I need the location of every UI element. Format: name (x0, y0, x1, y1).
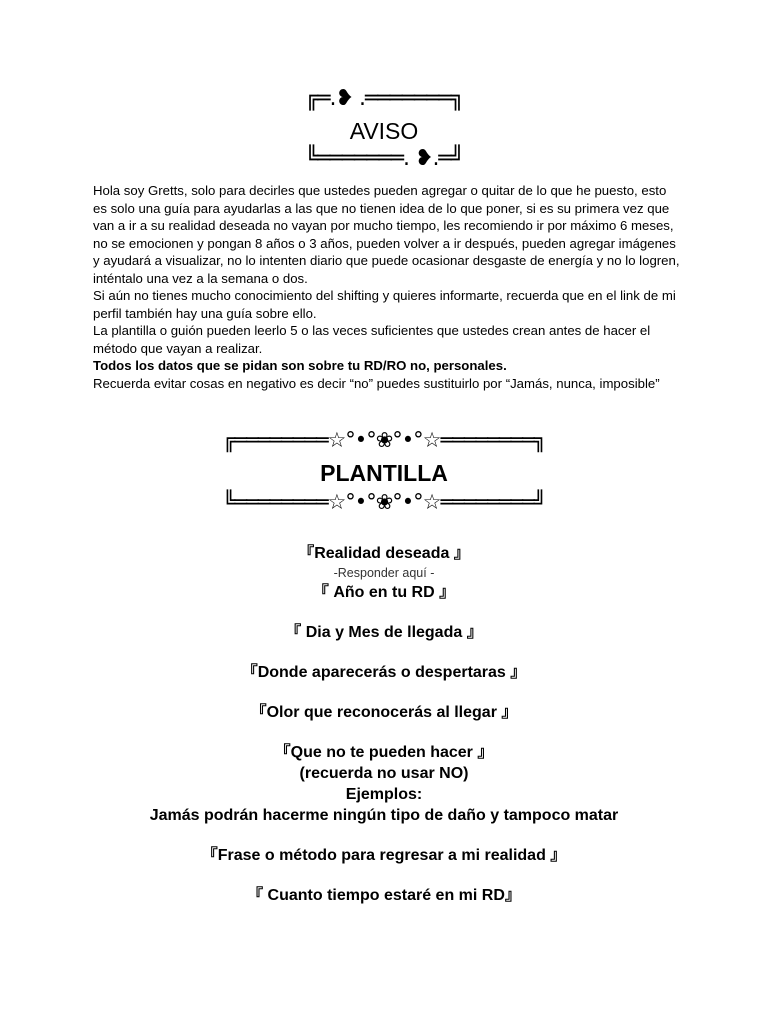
field-realidad-deseada: 『Realidad deseada 』 (298, 545, 470, 562)
field-ejemplo-texto: Jamás podrán hacerme ningún tipo de daño y tampoco matar (149, 807, 619, 824)
field-recuerda-no: (recuerda no usar NO) (299, 765, 469, 782)
aviso-frame-bottom: ╚═══════. ❥.═╝ (305, 146, 463, 171)
intro-text (93, 182, 683, 392)
plantilla-frame-bottom: ╚════════☆°•°❀°•°☆════════╝ (222, 490, 546, 514)
field-dia-mes-llegada: 『 Dia y Mes de llegada 』 (285, 624, 483, 641)
template-fields (0, 543, 768, 906)
field-frase-regresar: 『Frase o método para regresar a mi realidad 』 (201, 847, 567, 864)
field-ejemplos: Ejemplos: (345, 786, 423, 803)
field-olor: 『Olor que reconocerás al llegar 』 (250, 704, 518, 721)
field-hint: -Responder aquí - (333, 566, 435, 580)
plantilla-frame-top: ╔════════☆°•°❀°•°☆════════╗ (222, 428, 546, 452)
aviso-title: AVISO (349, 118, 419, 144)
intro-paragraph: La plantilla o guión pueden leerlo 5 o las veces suficientes que ustedes crean antes de hacer el método que vayan a realizar. (93, 323, 651, 356)
field-no-te-pueden-hacer: 『Que no te pueden hacer 』 (274, 744, 494, 761)
plantilla-title: PLANTILLA (320, 460, 448, 486)
field-cuanto-tiempo: 『 Cuanto tiempo estaré en mi RD』 (247, 887, 521, 904)
intro-paragraph: Si aún no tienes mucho conocimiento del shifting y quieres informarte, recuerda que en el link de mi perfil también hay una guía sobre ello. (93, 288, 676, 321)
aviso-frame-top: ╔═.❥ .═══════╗ (305, 86, 463, 111)
field-anio-rd: 『 Año en tu RD 』 (312, 584, 456, 601)
intro-paragraph-bold: Todos los datos que se pidan son sobre tu RD/RO no, personales. (93, 358, 507, 373)
field-donde-apareceras: 『Donde aparecerás o despertaras 』 (241, 664, 527, 681)
intro-paragraph: Recuerda evitar cosas en negativo es decir “no” puedes sustituirlo por “Jamás, nunca, imposible” (93, 375, 660, 391)
intro-paragraph: Hola soy Gretts, solo para decirles que ustedes pueden agregar o quitar de lo que he puesto, esto es solo una guía para ayudarlas a las que no tienen idea de lo que poner, si es su primera vez que van a ir a su realidad deseada no vayan por mucho tiempo, les recomiendo ir por máximo 6 meses, no se emocionen y pongan 8 años o 3 años, pueden volver a ir después, pueden agregar imágenes y ayudará a visualizar, no lo intenten diario que puede ocasionar desgaste de energía y no lo logren, inténtalo una vez a la semana o dos. (93, 183, 680, 286)
